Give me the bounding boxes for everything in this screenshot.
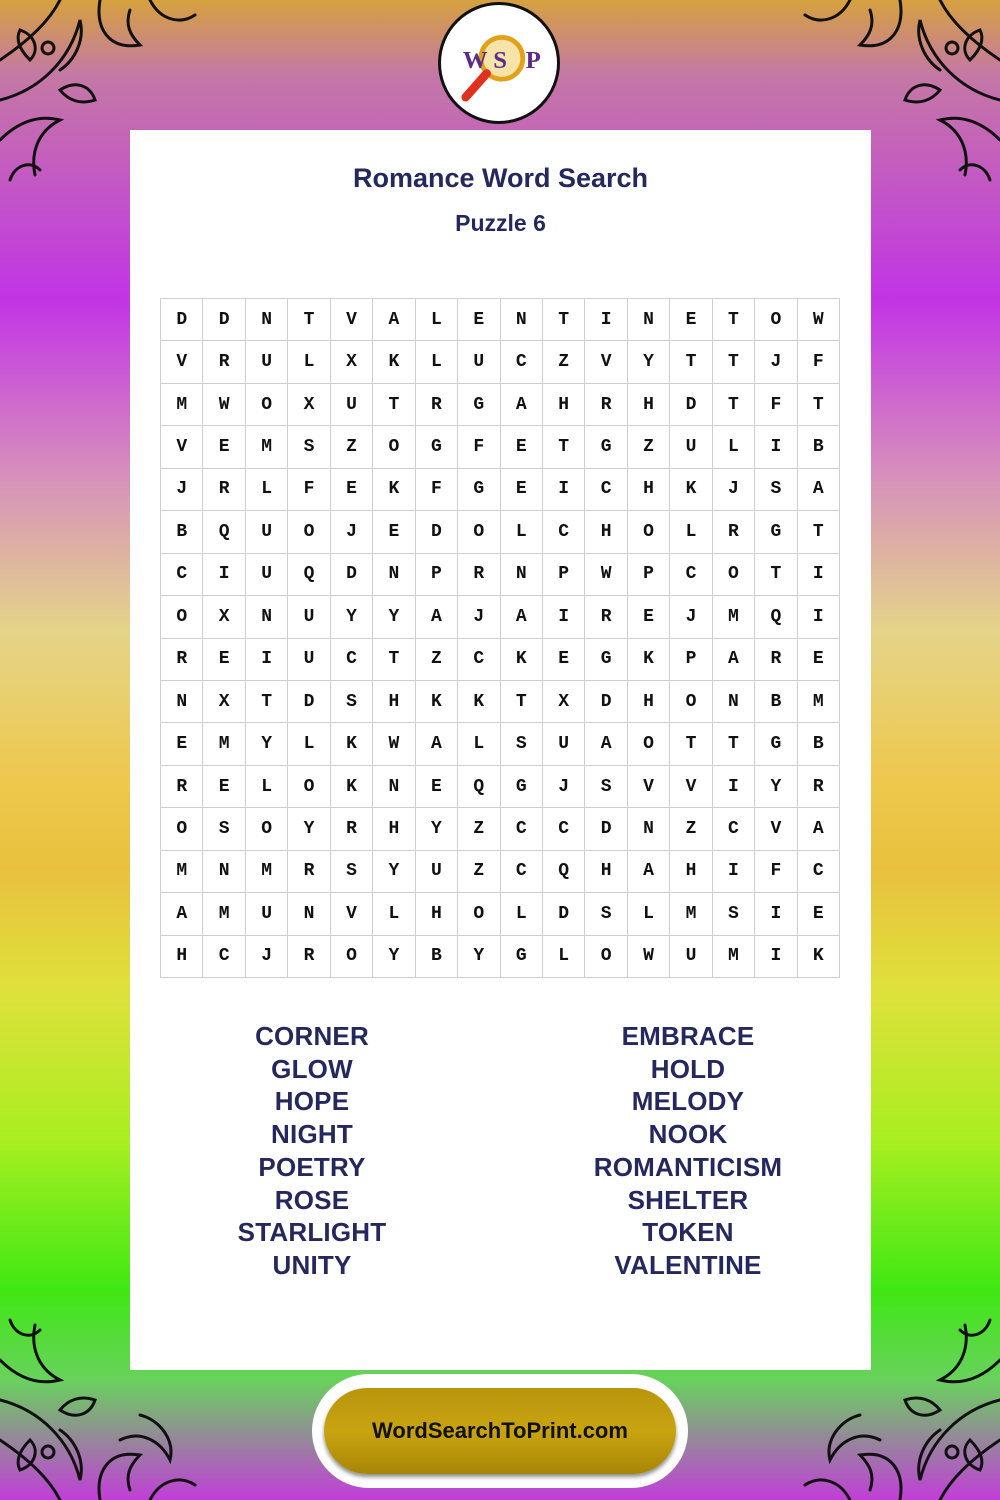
footer-pill	[312, 1374, 688, 1488]
grid-cell[interactable]: C	[203, 936, 245, 978]
word-item: NOOK	[648, 1119, 728, 1150]
grid-cell[interactable]: T	[713, 723, 755, 765]
grid-cell[interactable]: U	[670, 426, 712, 468]
grid-cell[interactable]: K	[331, 723, 373, 765]
grid-cell[interactable]: L	[288, 341, 330, 383]
grid-cell[interactable]: J	[331, 511, 373, 553]
grid-cell[interactable]: R	[755, 639, 797, 681]
grid-cell[interactable]: H	[416, 893, 458, 935]
grid-cell[interactable]: D	[670, 384, 712, 426]
grid-cell[interactable]: O	[288, 511, 330, 553]
grid-cell[interactable]: C	[501, 851, 543, 893]
grid-cell[interactable]: S	[585, 893, 627, 935]
grid-cell[interactable]: V	[670, 766, 712, 808]
grid-cell[interactable]: X	[203, 596, 245, 638]
grid-cell[interactable]: Z	[628, 426, 670, 468]
grid-cell[interactable]: Z	[416, 639, 458, 681]
grid-cell[interactable]: G	[458, 384, 500, 426]
grid-cell[interactable]: Y	[373, 851, 415, 893]
grid-cell[interactable]: R	[203, 341, 245, 383]
grid-cell[interactable]: M	[713, 596, 755, 638]
grid-cell[interactable]: T	[543, 426, 585, 468]
grid-cell[interactable]: N	[501, 299, 543, 341]
grid-cell[interactable]: X	[203, 681, 245, 723]
word-item: HOPE	[274, 1086, 350, 1117]
grid-cell[interactable]: D	[543, 893, 585, 935]
grid-cell[interactable]: C	[161, 554, 203, 596]
grid-cell[interactable]: D	[585, 681, 627, 723]
word-item: POETRY	[258, 1151, 366, 1182]
grid-cell[interactable]: N	[373, 554, 415, 596]
grid-cell[interactable]: C	[501, 808, 543, 850]
grid-cell[interactable]: R	[585, 384, 627, 426]
grid-cell[interactable]: H	[628, 469, 670, 511]
grid-cell[interactable]: G	[501, 766, 543, 808]
grid-cell[interactable]: R	[161, 766, 203, 808]
grid-cell[interactable]: A	[416, 723, 458, 765]
grid-cell[interactable]: R	[203, 469, 245, 511]
grid-cell[interactable]: M	[203, 723, 245, 765]
grid-cell[interactable]: W	[585, 554, 627, 596]
grid-cell[interactable]: T	[670, 723, 712, 765]
word-list-right	[538, 1020, 838, 1282]
grid-cell[interactable]: U	[246, 341, 288, 383]
letter-grid	[160, 298, 840, 978]
grid-cell[interactable]: D	[161, 299, 203, 341]
grid-cell[interactable]: W	[373, 723, 415, 765]
grid-cell[interactable]: T	[713, 341, 755, 383]
grid-cell[interactable]: Z	[543, 341, 585, 383]
grid-cell[interactable]: W	[203, 384, 245, 426]
grid-cell[interactable]: I	[755, 936, 797, 978]
grid-cell[interactable]: V	[161, 341, 203, 383]
grid-cell[interactable]: C	[670, 554, 712, 596]
grid-cell[interactable]: D	[288, 681, 330, 723]
grid-cell[interactable]: K	[501, 639, 543, 681]
grid-cell[interactable]: I	[798, 596, 840, 638]
grid-cell[interactable]: A	[798, 469, 840, 511]
grid-cell[interactable]: O	[331, 936, 373, 978]
word-item: ROSE	[274, 1184, 350, 1215]
grid-cell[interactable]: I	[798, 554, 840, 596]
grid-cell[interactable]: Z	[670, 808, 712, 850]
grid-cell[interactable]: O	[458, 893, 500, 935]
grid-cell[interactable]: C	[331, 639, 373, 681]
grid-cell[interactable]: R	[161, 639, 203, 681]
grid-cell[interactable]: H	[161, 936, 203, 978]
grid-cell[interactable]: T	[373, 384, 415, 426]
grid-cell[interactable]: J	[713, 469, 755, 511]
grid-cell[interactable]: O	[628, 511, 670, 553]
grid-cell[interactable]: I	[713, 851, 755, 893]
logo-letter-w: W	[462, 46, 488, 74]
grid-cell[interactable]: P	[416, 554, 458, 596]
grid-cell[interactable]: X	[543, 681, 585, 723]
grid-cell[interactable]: L	[246, 469, 288, 511]
grid-cell[interactable]: Q	[755, 596, 797, 638]
grid-cell[interactable]: E	[798, 893, 840, 935]
grid-cell[interactable]: L	[458, 723, 500, 765]
grid-cell[interactable]: K	[670, 469, 712, 511]
site-link-button[interactable]	[324, 1388, 676, 1474]
grid-cell[interactable]: S	[501, 723, 543, 765]
grid-cell[interactable]: S	[585, 766, 627, 808]
grid-cell[interactable]: U	[288, 596, 330, 638]
grid-cell[interactable]: S	[203, 808, 245, 850]
grid-cell[interactable]: T	[373, 639, 415, 681]
grid-cell[interactable]: B	[416, 936, 458, 978]
grid-cell[interactable]: D	[585, 808, 627, 850]
grid-cell[interactable]: E	[628, 596, 670, 638]
grid-cell[interactable]: T	[543, 299, 585, 341]
grid-cell[interactable]: I	[585, 299, 627, 341]
grid-cell[interactable]: I	[755, 426, 797, 468]
grid-cell[interactable]: Q	[203, 511, 245, 553]
word-item: MELODY	[631, 1086, 745, 1117]
grid-cell[interactable]: A	[373, 299, 415, 341]
grid-cell[interactable]: H	[543, 384, 585, 426]
grid-cell[interactable]: R	[713, 511, 755, 553]
grid-cell[interactable]: J	[670, 596, 712, 638]
grid-cell[interactable]: V	[628, 766, 670, 808]
grid-cell[interactable]: V	[331, 893, 373, 935]
grid-cell[interactable]: E	[203, 639, 245, 681]
grid-cell[interactable]: S	[331, 851, 373, 893]
word-item: TOKEN	[642, 1217, 734, 1248]
grid-cell[interactable]: U	[246, 554, 288, 596]
grid-cell[interactable]: A	[713, 639, 755, 681]
grid-cell[interactable]: N	[246, 596, 288, 638]
grid-cell[interactable]: C	[713, 808, 755, 850]
grid-cell[interactable]: K	[628, 639, 670, 681]
word-list	[130, 1020, 871, 1290]
grid-cell[interactable]: L	[501, 893, 543, 935]
grid-cell[interactable]: N	[288, 893, 330, 935]
grid-cell[interactable]: T	[713, 299, 755, 341]
grid-cell[interactable]: Z	[458, 851, 500, 893]
grid-cell[interactable]: I	[543, 596, 585, 638]
grid-cell[interactable]: T	[755, 554, 797, 596]
site-logo[interactable]	[438, 2, 560, 124]
grid-cell[interactable]: F	[288, 469, 330, 511]
grid-cell[interactable]: F	[458, 426, 500, 468]
grid-cell[interactable]: L	[628, 893, 670, 935]
grid-cell[interactable]: G	[458, 469, 500, 511]
grid-cell[interactable]: E	[543, 639, 585, 681]
grid-cell[interactable]: N	[246, 299, 288, 341]
grid-cell[interactable]: A	[628, 851, 670, 893]
grid-cell[interactable]: L	[543, 936, 585, 978]
grid-cell[interactable]: J	[161, 469, 203, 511]
grid-cell[interactable]: R	[288, 851, 330, 893]
grid-cell[interactable]: E	[416, 766, 458, 808]
grid-cell[interactable]: K	[416, 681, 458, 723]
word-item: CORNER	[255, 1021, 369, 1051]
grid-cell[interactable]: O	[161, 808, 203, 850]
grid-cell[interactable]: L	[670, 511, 712, 553]
word-item: GLOW	[271, 1053, 353, 1084]
grid-cell[interactable]: U	[670, 936, 712, 978]
grid-cell[interactable]: S	[288, 426, 330, 468]
grid-cell[interactable]: U	[416, 851, 458, 893]
grid-cell[interactable]: T	[713, 384, 755, 426]
grid-cell[interactable]: A	[501, 596, 543, 638]
puzzle-panel	[130, 130, 871, 1370]
grid-cell[interactable]: M	[161, 851, 203, 893]
grid-cell[interactable]: P	[543, 554, 585, 596]
grid-cell[interactable]: M	[713, 936, 755, 978]
grid-cell[interactable]: H	[670, 851, 712, 893]
grid-cell[interactable]: L	[713, 426, 755, 468]
grid-cell[interactable]: Y	[373, 936, 415, 978]
grid-cell[interactable]: O	[458, 511, 500, 553]
grid-cell[interactable]: E	[203, 766, 245, 808]
grid-cell[interactable]: I	[246, 639, 288, 681]
grid-cell[interactable]: M	[246, 426, 288, 468]
grid-cell[interactable]: E	[161, 723, 203, 765]
word-item: STARLIGHT	[237, 1217, 387, 1248]
grid-cell[interactable]: T	[798, 511, 840, 553]
grid-cell[interactable]: E	[798, 639, 840, 681]
grid-cell[interactable]: R	[458, 554, 500, 596]
grid-cell[interactable]: L	[416, 341, 458, 383]
grid-cell[interactable]: K	[373, 341, 415, 383]
grid-cell[interactable]: Q	[458, 766, 500, 808]
grid-cell[interactable]: G	[755, 723, 797, 765]
magnifier-icon	[441, 5, 557, 121]
grid-cell[interactable]: C	[585, 469, 627, 511]
grid-cell[interactable]: O	[713, 554, 755, 596]
grid-cell[interactable]: M	[203, 893, 245, 935]
grid-cell[interactable]: V	[755, 808, 797, 850]
grid-cell[interactable]: B	[755, 681, 797, 723]
grid-cell[interactable]: Y	[416, 808, 458, 850]
grid-cell[interactable]: H	[585, 851, 627, 893]
grid-cell[interactable]: F	[755, 851, 797, 893]
grid-cell[interactable]: A	[501, 384, 543, 426]
grid-cell[interactable]: D	[203, 299, 245, 341]
grid-cell[interactable]: F	[755, 384, 797, 426]
grid-cell[interactable]: N	[203, 851, 245, 893]
grid-cell[interactable]: R	[585, 596, 627, 638]
grid-cell[interactable]: N	[161, 681, 203, 723]
grid-cell[interactable]: Y	[373, 596, 415, 638]
grid-cell[interactable]: B	[798, 723, 840, 765]
grid-cell[interactable]: B	[798, 426, 840, 468]
grid-cell[interactable]: G	[501, 936, 543, 978]
grid-cell[interactable]: M	[670, 893, 712, 935]
grid-cell[interactable]: L	[288, 723, 330, 765]
grid-cell[interactable]: E	[501, 469, 543, 511]
grid-cell[interactable]: D	[416, 511, 458, 553]
grid-cell[interactable]: Q	[543, 851, 585, 893]
grid-cell[interactable]: G	[585, 639, 627, 681]
grid-cell[interactable]: N	[373, 766, 415, 808]
grid-cell[interactable]: G	[416, 426, 458, 468]
grid-cell[interactable]: O	[585, 936, 627, 978]
grid-cell[interactable]: O	[755, 299, 797, 341]
grid-cell[interactable]: O	[288, 766, 330, 808]
grid-cell[interactable]: G	[755, 511, 797, 553]
grid-cell[interactable]: E	[501, 426, 543, 468]
grid-cell[interactable]: T	[288, 299, 330, 341]
grid-cell[interactable]: W	[798, 299, 840, 341]
grid-cell[interactable]: J	[755, 341, 797, 383]
grid-cell[interactable]: S	[713, 893, 755, 935]
grid-cell[interactable]: O	[373, 426, 415, 468]
grid-cell[interactable]: X	[331, 341, 373, 383]
grid-cell[interactable]: Y	[246, 723, 288, 765]
grid-cell[interactable]: S	[331, 681, 373, 723]
grid-cell[interactable]: E	[203, 426, 245, 468]
word-item: UNITY	[272, 1249, 352, 1280]
grid-cell[interactable]: N	[628, 808, 670, 850]
grid-cell[interactable]: I	[713, 766, 755, 808]
grid-cell[interactable]: V	[585, 341, 627, 383]
grid-cell[interactable]: F	[416, 469, 458, 511]
grid-cell[interactable]: U	[288, 639, 330, 681]
grid-cell[interactable]: N	[713, 681, 755, 723]
grid-cell[interactable]: O	[161, 596, 203, 638]
grid-cell[interactable]: X	[288, 384, 330, 426]
grid-cell[interactable]: C	[543, 511, 585, 553]
grid-cell[interactable]: V	[161, 426, 203, 468]
word-item: SHELTER	[627, 1184, 749, 1215]
grid-cell[interactable]: N	[628, 299, 670, 341]
grid-cell[interactable]: J	[246, 936, 288, 978]
grid-cell[interactable]: D	[331, 554, 373, 596]
grid-cell[interactable]: A	[798, 808, 840, 850]
grid-cell[interactable]: L	[416, 299, 458, 341]
grid-cell[interactable]: H	[628, 384, 670, 426]
word-item: NIGHT	[271, 1119, 353, 1150]
grid-cell[interactable]: K	[798, 936, 840, 978]
logo-letter-p: P	[525, 46, 541, 74]
grid-cell[interactable]: O	[670, 681, 712, 723]
grid-cell[interactable]: L	[373, 893, 415, 935]
grid-cell[interactable]: O	[246, 384, 288, 426]
grid-cell[interactable]: R	[288, 936, 330, 978]
word-list-left	[162, 1020, 462, 1282]
grid-cell[interactable]: U	[246, 893, 288, 935]
grid-cell[interactable]: Y	[331, 596, 373, 638]
grid-cell[interactable]: Q	[288, 554, 330, 596]
grid-cell[interactable]: Z	[458, 808, 500, 850]
grid-cell[interactable]: H	[373, 681, 415, 723]
word-item: VALENTINE	[614, 1249, 762, 1280]
grid-cell[interactable]: G	[585, 426, 627, 468]
grid-cell[interactable]: E	[373, 511, 415, 553]
grid-cell[interactable]: K	[458, 681, 500, 723]
grid-cell[interactable]: W	[628, 936, 670, 978]
grid-cell[interactable]: R	[331, 808, 373, 850]
word-item: ROMANTICISM	[593, 1151, 783, 1182]
grid-cell[interactable]: B	[161, 511, 203, 553]
grid-cell[interactable]: J	[543, 766, 585, 808]
grid-cell[interactable]: U	[543, 723, 585, 765]
word-item: EMBRACE	[621, 1021, 755, 1051]
puzzle-number: Puzzle 6	[455, 210, 546, 236]
grid-cell[interactable]: Y	[755, 766, 797, 808]
grid-cell[interactable]: H	[628, 681, 670, 723]
grid-cell[interactable]: T	[501, 681, 543, 723]
grid-cell[interactable]: V	[331, 299, 373, 341]
grid-cell[interactable]: N	[501, 554, 543, 596]
grid-cell[interactable]: A	[416, 596, 458, 638]
grid-cell[interactable]: F	[798, 341, 840, 383]
grid-cell[interactable]: Z	[331, 426, 373, 468]
grid-cell[interactable]: H	[373, 808, 415, 850]
grid-cell[interactable]: I	[755, 893, 797, 935]
grid-cell[interactable]: S	[755, 469, 797, 511]
site-link-label: WordSearchToPrint.com	[372, 1418, 628, 1443]
grid-cell[interactable]: E	[458, 299, 500, 341]
grid-cell[interactable]: T	[798, 384, 840, 426]
grid-cell[interactable]: Y	[458, 936, 500, 978]
grid-cell[interactable]: C	[501, 341, 543, 383]
grid-cell[interactable]: C	[543, 808, 585, 850]
grid-cell[interactable]: T	[670, 341, 712, 383]
grid-cell[interactable]: E	[670, 299, 712, 341]
grid-cell[interactable]: O	[246, 808, 288, 850]
grid-cell[interactable]: U	[458, 341, 500, 383]
grid-cell[interactable]: L	[246, 766, 288, 808]
grid-cell[interactable]: C	[798, 851, 840, 893]
grid-cell[interactable]: I	[203, 554, 245, 596]
grid-cell[interactable]: U	[246, 511, 288, 553]
word-item: HOLD	[650, 1053, 726, 1084]
grid-cell[interactable]: R	[798, 766, 840, 808]
grid-cell[interactable]: Y	[628, 341, 670, 383]
grid-cell[interactable]: I	[543, 469, 585, 511]
grid-cell[interactable]: R	[416, 384, 458, 426]
grid-cell[interactable]: A	[585, 723, 627, 765]
page-title: Romance Word Search	[352, 163, 649, 193]
grid-cell[interactable]: A	[161, 893, 203, 935]
grid-cell[interactable]: M	[161, 384, 203, 426]
grid-cell[interactable]: H	[585, 511, 627, 553]
grid-cell[interactable]: E	[331, 469, 373, 511]
grid-cell[interactable]: J	[458, 596, 500, 638]
grid-cell[interactable]: T	[246, 681, 288, 723]
grid-cell[interactable]: C	[458, 639, 500, 681]
grid-cell[interactable]: U	[331, 384, 373, 426]
grid-cell[interactable]: P	[628, 554, 670, 596]
grid-cell[interactable]: P	[670, 639, 712, 681]
grid-cell[interactable]: K	[331, 766, 373, 808]
grid-cell[interactable]: L	[501, 511, 543, 553]
grid-cell[interactable]: Y	[288, 808, 330, 850]
grid-cell[interactable]: M	[246, 851, 288, 893]
grid-cell[interactable]: M	[798, 681, 840, 723]
logo-letter-s: S	[493, 46, 508, 74]
grid-cell[interactable]: K	[373, 469, 415, 511]
grid-cell[interactable]: O	[628, 723, 670, 765]
